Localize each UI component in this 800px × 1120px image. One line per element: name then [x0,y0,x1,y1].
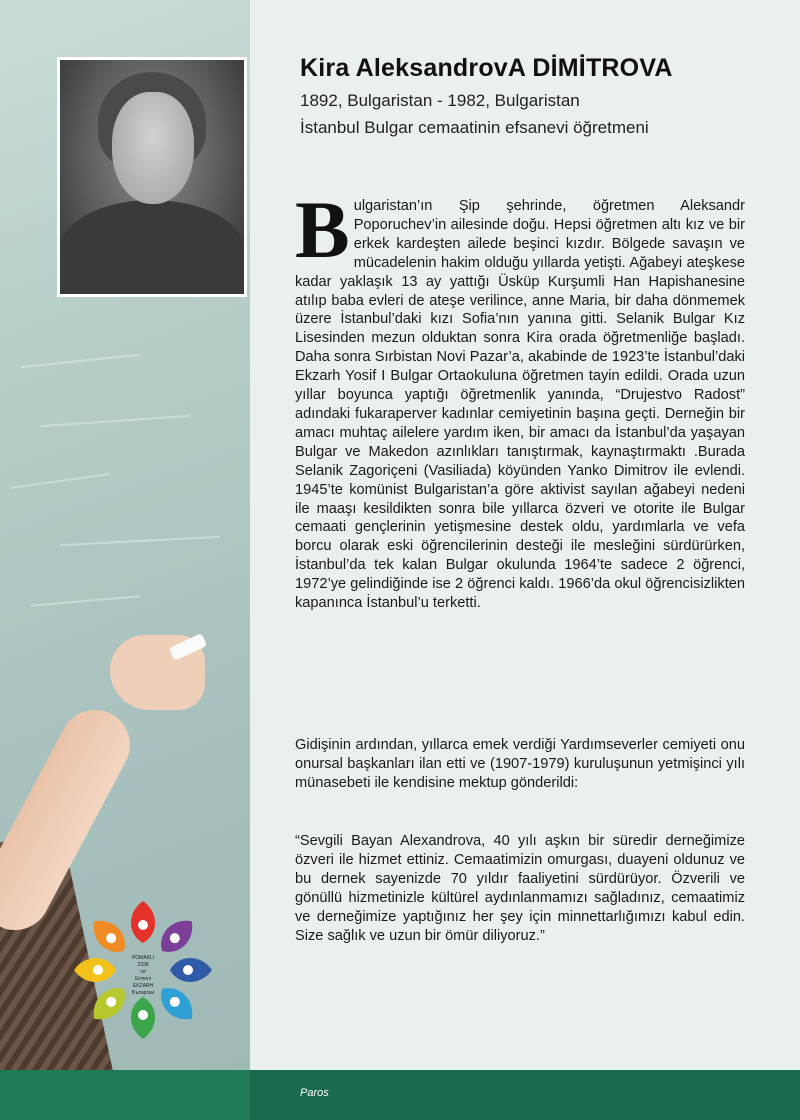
life-dates: 1892, Bulgaristan - 1982, Bulgaristan [300,91,580,110]
person-name: Kira AleksandrovA DİMİTROVA [300,54,673,82]
biography-text: ulgaristan’ın Şip şehrinde, öğretmen Aleksandr Poporuchev’in ailesinde doğu. Hepsi öğretmen altı kız ve bir erkek kardeşten ailede beşinci kızdır. Bölgede savaşın ve mücadelenin hakim olduğu yıllarda yetişti. Ağabeyi ateşkese kadar yaklaşık 13 ay yattığı Üsküp Kurşumli Han Hapishanesine atılıp baba evleri de ateşe verilince, anne Maria, bir daha dönmemek üzere İstanbul’daki kızı Sofia’nın yanına gitti. Selanik Bulgar Kız Lisesinden mezun olduktan sonra Kira orada öğretmenliğe başladı. Daha sonra Sırbistan Novi Pazar’a, akabinde de 1923’te İstanbul’daki Ekzarh Yosif I Bulgar Ortaokuluna öğretmen tayin edildi. Orada uzun yıllar boyunca yaptığı öğretmenlik yanında, “Drujestvo Radost” adındaki fukaraperver kadınlar cemiyetinin başına geçti. Derneğin bir amacı muhtaç ailelere yardım iken, bir amacı da İstanbul’da yaşayan Bulgar ve Makedon azınlıkları tanıştırmak, kaynaştırmaktı .Burada Selanik Zagoriçeni (Vasiliada) köyünden Yanko Dimitrov ile evlendi. 1945’te komünist Bulgaristan’a göre aktivist sayılan ağabeyi nedeni ile maaşı kesildikten sonra bile yıllarca özveri ve otorite ile Bulgar cemaati gençlerinin yetişmesine destek oldu, yardımlarla ve vefa borcu olarak eski öğrencilerinin desteği ile mesleğini sürdürürken, İstanbul’da tek kalan Bulgar okulunda 1964’te sadece 2 öğrenci, 1972’ye gelindiğinde ise 2 öğrenci kaldı. 1966’da okul öğrencisizlikten kapanınca İstanbul’u terketti. [295,198,745,612]
footer-label: Paros [300,1087,329,1099]
logo-text-line: יווני [139,969,147,975]
logo-petal-hole [93,965,103,975]
logo-text-line: POMAKLI [131,955,155,961]
legacy-paragraph: Gidişinin ardından, yıllarca emek verdiği Yardımseverler cemiyeti onu onursal başkanları ilan etti ve (1907-1979) kuruluşunun yetmişinci yılı münasebeti ile kendisine mektup gönderildi: [295,737,745,791]
portrait-photo [57,57,247,297]
logo-petal-hole [138,1010,148,1020]
drop-cap: B [295,184,350,275]
letter-quote: “Sevgili Bayan Alexandrova, 40 yılı aşkın bir süredir derneğimize özveri ile hizmet ettiniz. Cemaatimizin omurgası, duayeni oldunuz ve bu dernek sayenizde 70 yıldır faaliyetini sürdürüyor. Özverili ve gönüllü hizmetinizle kültürel aydınlanmamızı sağladınız, cemaatimiz ve derneğimize yaptığınız her şey için minnettarlığımızı kabul edin. Size sağlık ve uzun bir ömür diliyoruz.” [295,833,745,944]
person-role: İstanbul Bulgar cemaatinin efsanevi öğretmeni [300,118,649,137]
logo-text-line: Ermeni [135,976,151,982]
article-panel [250,0,800,1070]
footer-bar [0,1070,800,1120]
flower-logo-icon [68,895,218,1045]
logo-petal-hole [183,965,193,975]
biography-paragraph [295,184,745,613]
logo-petal-hole [138,920,148,930]
logo-text-line: Бъларски [131,990,155,996]
logo-text-line: EKZARH [132,983,154,989]
logo-text-line: 2328 [137,962,149,968]
